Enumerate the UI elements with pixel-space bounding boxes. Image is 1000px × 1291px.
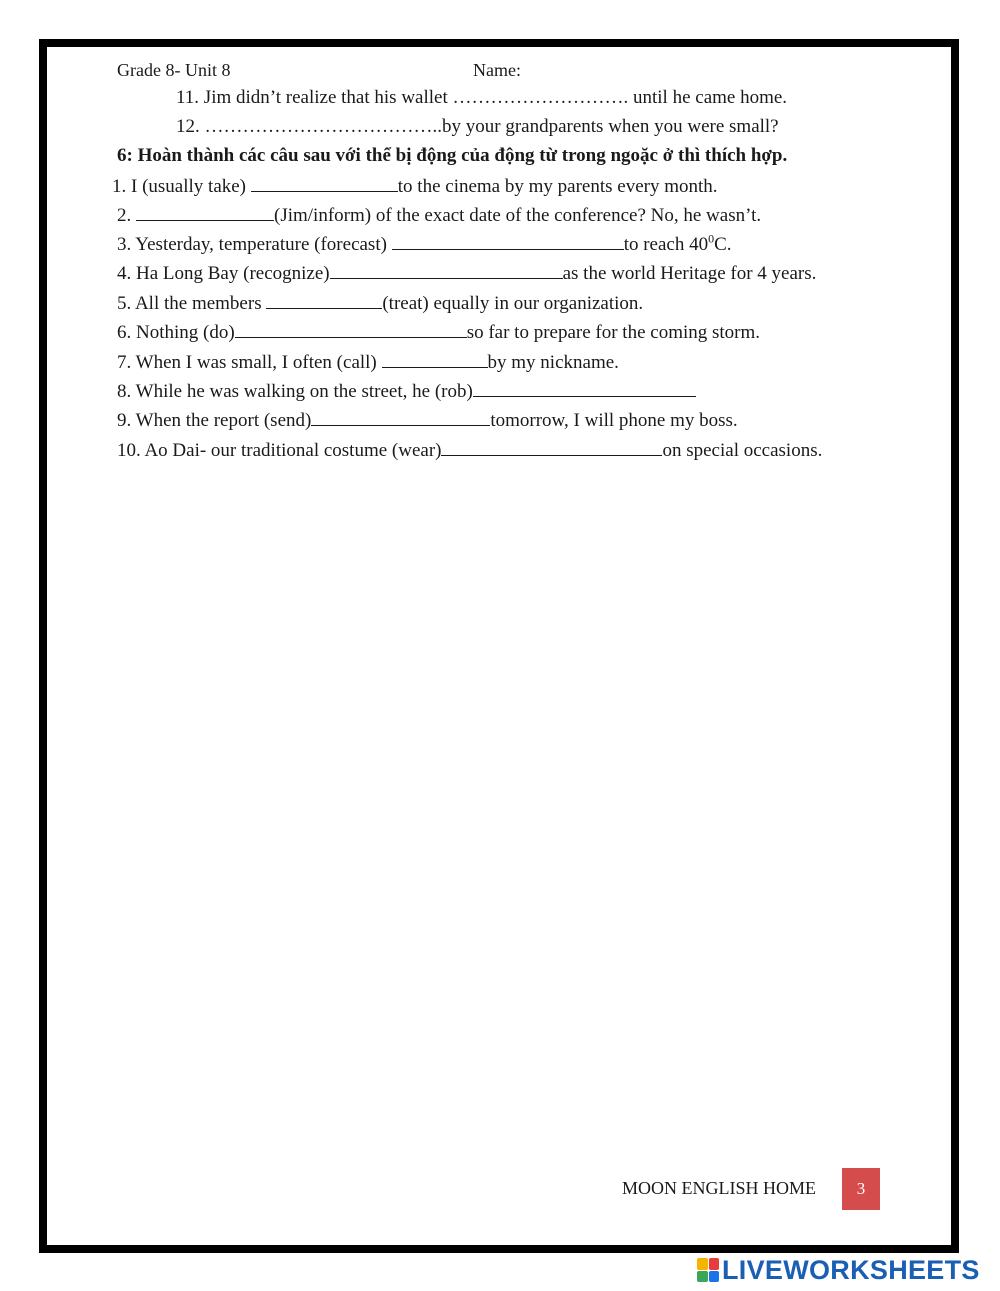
- exercise-item-8: 8. While he was walking on the street, he (rob): [117, 380, 696, 403]
- liveworksheets-watermark: [697, 1255, 980, 1285]
- answer-blank-9[interactable]: [311, 409, 490, 426]
- liveworksheets-text: LIVEWORKSHEETS: [722, 1254, 980, 1285]
- answer-blank-8[interactable]: [473, 380, 696, 397]
- answer-blank-6[interactable]: [235, 321, 467, 338]
- liveworksheets-logo-icon: [697, 1258, 719, 1282]
- exercise-item-4: 4. Ha Long Bay (recognize) as the world Heritage for 4 years.: [117, 263, 817, 284]
- footer-brand: MOON ENGLISH HOME: [622, 1178, 816, 1198]
- exercise-title: 6: Hoàn thành các câu sau với thể bị động của động từ trong ngoặc ở thì thích hợp.: [117, 145, 788, 166]
- name-label: Name:: [473, 60, 521, 80]
- page-number-badge: 3: [842, 1168, 880, 1210]
- exercise-item-9: 9. When the report (send) tomorrow, I will phone my boss.: [117, 410, 738, 431]
- carryover-item-11: 11. Jim didn’t realize that his wallet ………………………. until he came home.: [176, 87, 788, 108]
- grade-label: Grade 8- Unit 8: [117, 60, 231, 80]
- exercise-item-2: 2. (Jim/inform) of the exact date of the conference? No, he wasn’t.: [117, 205, 762, 226]
- exercise-item-6: 6. Nothing (do) so far to prepare for the coming storm.: [117, 322, 761, 343]
- exercise-item-10: 10. Ao Dai- our traditional costume (wear) on special occasions.: [117, 440, 823, 461]
- answer-blank-10[interactable]: [441, 439, 662, 456]
- carryover-item-12: 12. ………………………………..by your grandparents when you were small?: [176, 116, 779, 137]
- exercise-item-1: 1. I (usually take) to the cinema by my parents every month.: [112, 176, 718, 197]
- exercise-item-5: 5. All the members (treat) equally in our organization.: [117, 293, 644, 314]
- answer-blank-3[interactable]: [392, 233, 624, 250]
- answer-blank-4[interactable]: [330, 262, 563, 279]
- exercise-item-7: 7. When I was small, I often (call) by my nickname.: [117, 352, 619, 373]
- answer-blank-5[interactable]: [266, 292, 382, 309]
- answer-blank-7[interactable]: [382, 351, 488, 368]
- answer-blank-2[interactable]: [136, 204, 274, 221]
- answer-blank-1[interactable]: [251, 175, 398, 192]
- exercise-item-3: 3. Yesterday, temperature (forecast) to reach $40^0C$.: [117, 231, 732, 255]
